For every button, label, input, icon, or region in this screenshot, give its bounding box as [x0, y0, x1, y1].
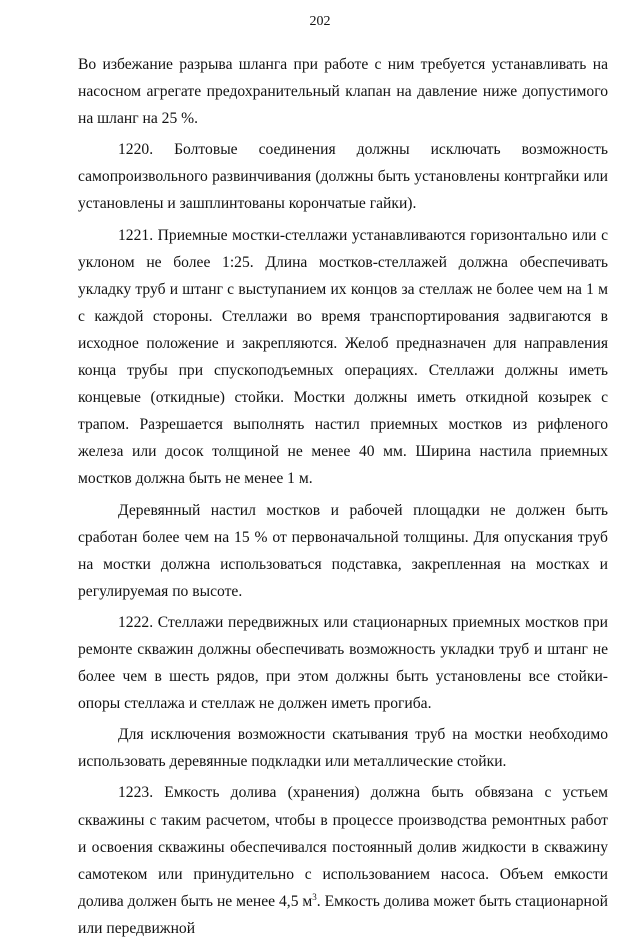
paragraph-1223-tail: . Емкость долива может быть стационарной или передвижной: [78, 892, 609, 937]
cubic-superscript: 3: [312, 891, 317, 902]
paragraph-1220: 1220. Болтовые соединения должны исключать возможность самопроизвольного развинчивания (должны быть установлены контргайки или установлены и зашплинтованы корончатые гайки).: [78, 141, 608, 213]
paragraph-1221: 1221. Приемные мостки-стеллажи устанавливаются горизонтально или с уклоном не более 1:25. Длина мостков-стеллажей должна обеспечивать укладку труб и штанг с выступанием их концов за стеллаж не более чем на 1 м с каждой стороны. Стеллажи во время транспортирования задвигаются в исходное положение и закрепляются. Желоб предназначен для направления конца трубы при спускоподъемных операциях. Стеллажи должны иметь концевые (откидные) стойки. Мостки должны иметь откидной козырек с трапом. Разрешается выполнять настил приемных мостков из рифленого железа или досок толщиной не менее 40 мм. Ширина настила приемных мостков должна быть не менее 1 м.: [78, 226, 608, 488]
paragraph-pipe-rolling: Для исключения возможности скатывания труб на мостки необходимо использовать деревянные подкладки или металлические стойки.: [78, 726, 608, 771]
paragraph-1223: [78, 779, 608, 942]
paragraph-1223-text: 1223. Емкость долива (хранения) должна быть обвязана с устьем скважины с таким расчетом, чтобы в процессе производства ремонтных работ и освоения скважины обеспечивался постоянный долив жидкости в скважину самотеком или принудительно с использованием насоса. Объем емкости долива должен быть не менее 4,5 м: [78, 784, 608, 910]
paragraph-wooden-flooring: Деревянный настил мостков и рабочей площадки не должен быть сработан более чем на 15 % от первоначальной толщины. Для опускания труб на мостки должна использоваться подставка, закрепленная на мостках и регулируемая по высоте.: [78, 501, 608, 600]
page-number: 202: [309, 14, 331, 29]
paragraph-1222: 1222. Стеллажи передвижных или стационарных приемных мостков при ремонте скважин должны обеспечивать возможность укладки труб и штанг не более чем в шесть рядов, при этом должны быть установлены все стойки-опоры стеллажа и стеллаж не должен иметь прогиба.: [78, 613, 608, 713]
document-body: [78, 51, 608, 946]
paragraph-hose-safety: Во избежание разрыва шланга при работе с ним требуется устанавливать на насосном агрегате предохранительный клапан на давление ниже допустимого на шланг на 25 %.: [78, 56, 608, 128]
